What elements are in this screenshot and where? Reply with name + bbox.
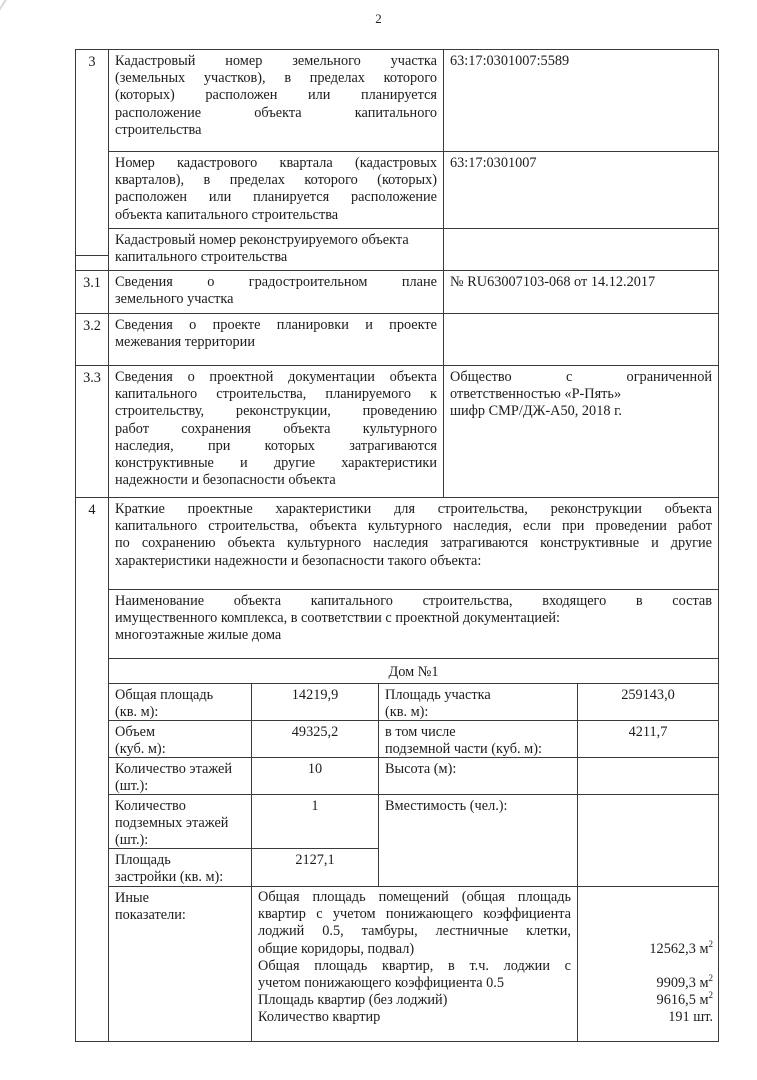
other-indicators-desc: Общая площадь помещений (общая площадь квартир с учетом понижающего коэффициента лоджий 0.5, тамбуры, лестничные клетки, общие коридоры, подвал) Общая площадь квартир, в т.ч. лоджии с учетом понижающего коэффициента 0.5 Площадь квартир (без лоджий) Количество квартир [251,886,578,1042]
height-label: Высота (м): [378,757,578,795]
section-number-3-2: 3.2 [75,313,109,366]
cadastral-land-value: 63:17:0301007:5589 [443,49,719,152]
building-area-value: 2127,1 [251,848,379,887]
planning-project-label: Сведения о проекте планировки и проекте межевания территории [108,313,444,366]
gradplan-value: № RU63007103-068 от 14.12.2017 [443,270,719,314]
floors-label: Количество этажей (шт.): [108,757,252,795]
section-number-3-3: 3.3 [75,365,109,498]
project-docs-value: Общество с ограниченной ответственностью «Р-Пять» шифр СМР/ДЖ-А50, 2018 г. [443,365,719,498]
floors-value: 10 [251,757,379,795]
cadastral-quarter-label: Номер кадастрового квартала (кадастровых кварталов), в пределах которого (которых) расположен или планируется расположение объекта капитального строительства [108,151,444,229]
building-area-label: Площадь застройки (кв. м): [108,848,252,887]
planning-project-value [443,313,719,366]
capacity-label: Вместимость (чел.): [378,794,578,887]
plot-area-value: 259143,0 [577,683,719,721]
apartments-area-with-loggias-value: 9909,3 $м^2$ [656,973,713,992]
section-number-3: 3 [75,49,109,256]
total-area-label: Общая площадь (кв. м): [108,683,252,721]
height-value [577,757,719,795]
gradplan-label: Сведения о градостроительном плане земельного участка [108,270,444,314]
total-premises-area-value: 12562,3 $м^2$ [649,938,713,957]
other-indicators-label: Иные показатели: [108,886,252,1042]
section-3-number-spacer [75,255,109,271]
cadastral-quarter-value: 63:17:0301007 [443,151,719,229]
underground-volume-label: в том числе подземной части (куб. м): [378,720,578,758]
house-title: Дом №1 [108,658,719,684]
volume-value: 49325,2 [251,720,379,758]
underground-volume-value: 4211,7 [577,720,719,758]
capacity-value [577,794,719,887]
underground-floors-label: Количество подземных этажей (шт.): [108,794,252,849]
section-number-3-1: 3.1 [75,270,109,314]
other-indicators-values [577,886,719,1042]
object-name: Наименование объекта капитального строительства, входящего в состав имущественного комплекса, в соответствии с проектной документацией: многоэтажные жилые дома [108,589,719,659]
apartments-area-without-loggias-value: 9616,5 $м^2$ [656,990,713,1009]
total-area-value: 14219,9 [251,683,379,721]
reconstructed-object-label: Кадастровый номер реконструируемого объекта капитального строительства [108,228,444,271]
characteristics-intro: Краткие проектные характеристики для строительства, реконструкции объекта капитального строительства, объекта культурного наследия, если при проведении работ по сохранению объекта культурного наследия затрагиваются конструктивные и другие характеристики надежности и безопасности такого объекта: [108,497,719,590]
cadastral-land-label: Кадастровый номер земельного участка (земельных участков), в пределах которого (которых) расположен или планируется расположение объекта капитального строительства [108,49,444,152]
reconstructed-object-value [443,228,719,271]
plot-area-label: Площадь участка (кв. м): [378,683,578,721]
project-docs-label: Сведения о проектной документации объекта капитального строительства, планируемого к строительству, реконструкции, проведению работ сохранения объекта культурного наследия, при которых затрагиваются конструктивные и другие характеристики надежности и безопасности объекта [108,365,444,498]
apartments-count-value: 191 шт. [668,1009,713,1026]
page-number: 2 [375,11,382,26]
underground-floors-value: 1 [251,794,379,849]
volume-label: Объем (куб. м): [108,720,252,758]
section-number-4: 4 [75,497,109,1042]
